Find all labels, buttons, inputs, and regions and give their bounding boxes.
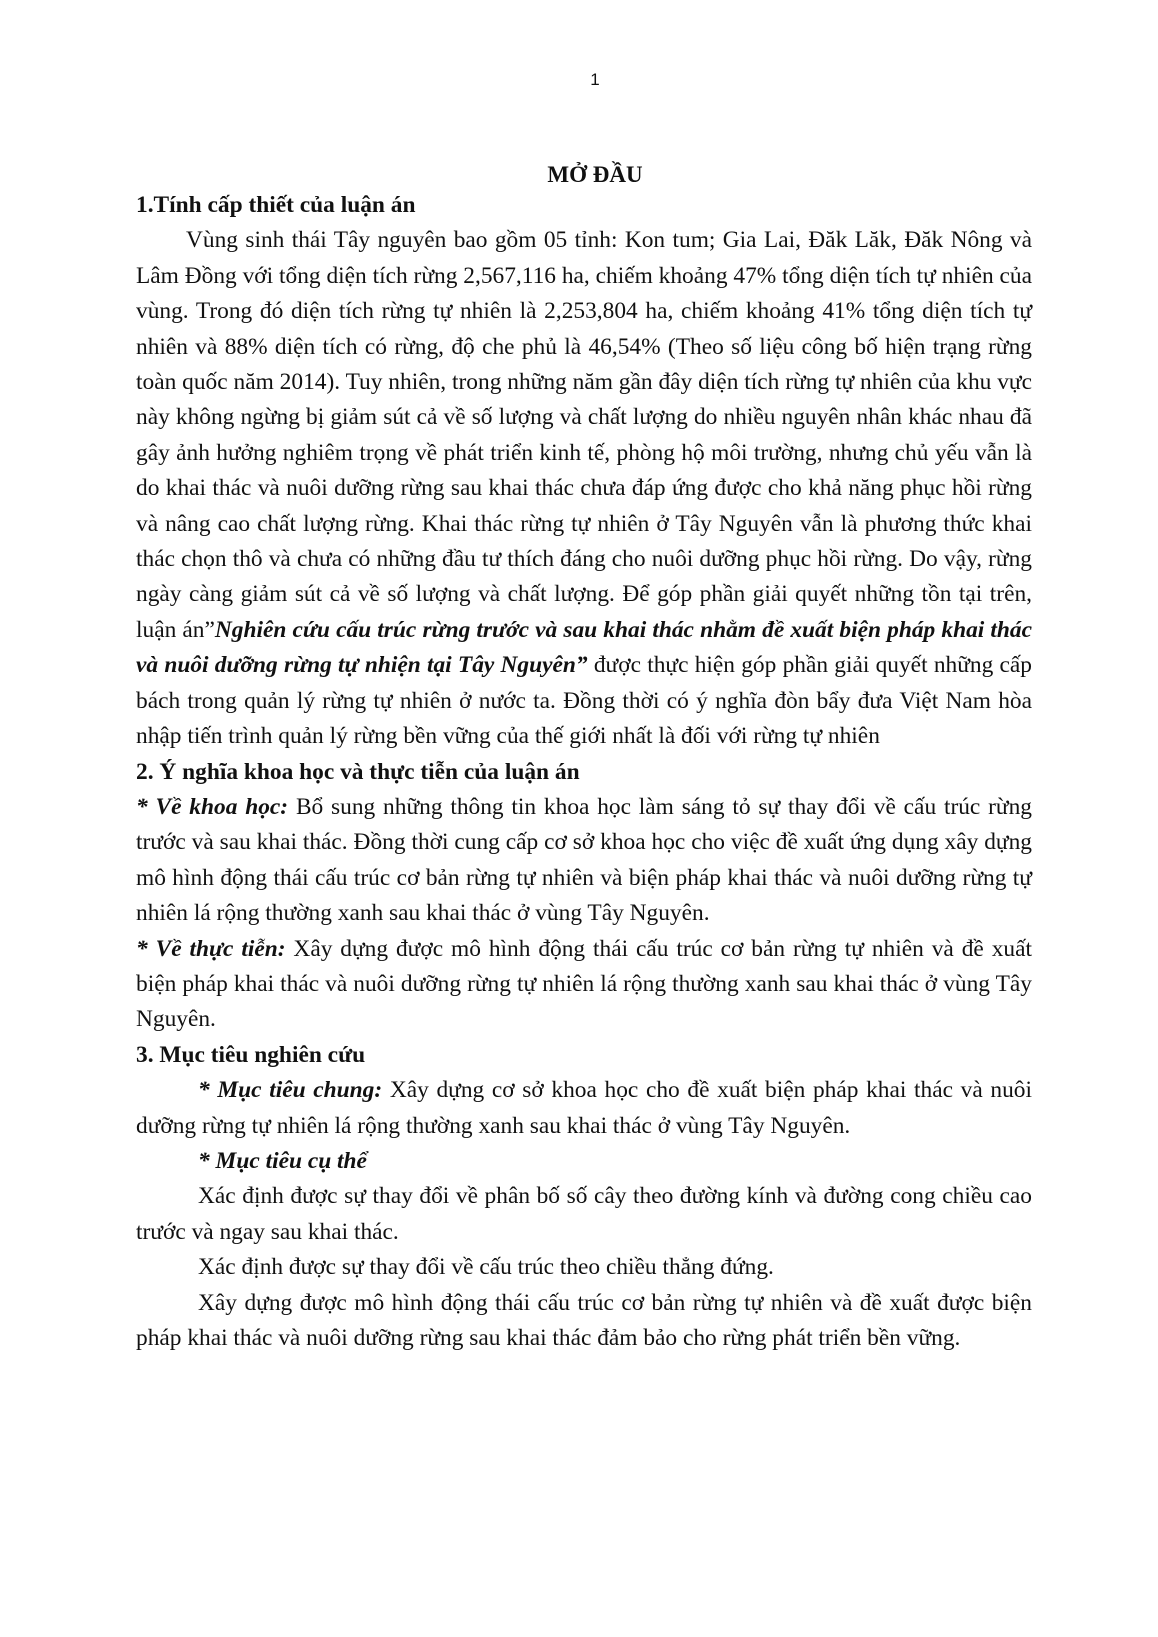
general-objective-text: Xây dựng cơ sở khoa học cho đề xuất biện pháp khai thác và nuôi dưỡng rừng tự nhiên lá rộng thường xanh sau khai thác ở vùng Tây Nguyên. — [136, 1077, 1032, 1139]
practice-label: * Về thực tiễn: — [136, 935, 286, 962]
section-1-paragraph — [136, 223, 1032, 754]
practice-text: Xây dựng được mô hình động thái cấu trúc cơ bản rừng tự nhiên và đề xuất biện pháp khai thác và nuôi dưỡng rừng tự nhiên lá rộng thường xanh sau khai thác ở vùng Tây Nguyên. — [136, 935, 1032, 1033]
page-title: MỞ ĐẦU — [547, 162, 643, 187]
document-body — [136, 188, 1032, 1356]
section-1-text-a: Vùng sinh thái Tây nguyên bao gồm 05 tỉnh: Kon tum; Gia Lai, Đăk Lăk, Đăk Nông và Lâm Đồng với tổng diện tích rừng 2,567,116 ha, chiếm khoảng 47% tổng diện tích tự nhiên của vùng. Trong đó diện tích rừng tự nhiên là 2,253,804 ha, chiếm khoảng 41% tổng diện tích tự nhiên và 88% diện tích có rừng, độ che phủ là 46,54% (Theo số liệu công bố hiện trạng rừng toàn quốc năm 2014). Tuy nhiên, trong những năm gần đây diện tích rừng tự nhiên của khu vực này không ngừng bị giảm sút cả về số lượng và chất lượng do nhiều nguyên nhân khác nhau đã gây ảnh hưởng nghiêm trọng về phát triển kinh tế, phòng hộ môi trường, nhưng chủ yếu vẫn là do khai thác và nuôi dưỡng rừng sau khai thác chưa đáp ứng được cho khả năng phục hồi rừng và nâng cao chất lượng rừng. Khai thác rừng tự nhiên ở Tây Nguyên vẫn là phương thức khai thác chọn thô và chưa có những đầu tư thích đáng cho nuôi dưỡng phục hồi rừng. Do vậy, rừng ngày càng giảm sút cả về số lượng và chất lượng. Để góp phần giải quyết những tồn tại trên, luận án” — [136, 227, 1032, 643]
section-1-text-b: được thực hiện góp phần giải quyết những cấp bách trong quản lý rừng tự nhiên ở nước ta. Đồng thời có ý nghĩa đòn bẩy đưa Việt Nam hòa nhập tiến trình quản lý rừng bền vững của thế giới nhất là đối với rừng tự nhiên — [136, 652, 1032, 750]
page-number: 1 — [590, 70, 600, 89]
thesis-title: Nghiên cứu cấu trúc rừng trước và sau khai thác nhằm đề xuất biện pháp khai thác và nuôi dưỡng rừng tự nhiện tại Tây Nguyên” — [136, 616, 1033, 679]
general-objective-label: * Mục tiêu chung: — [198, 1077, 383, 1104]
general-objective-paragraph — [136, 1073, 1032, 1144]
specific-objective-item: Xác định được sự thay đổi về cấu trúc theo chiều thẳng đứng. — [198, 1254, 774, 1281]
section-heading-3: 3. Mục tiêu nghiên cứu — [136, 1041, 366, 1068]
practice-paragraph — [136, 932, 1032, 1038]
section-heading-2: 2. Ý nghĩa khoa học và thực tiễn của luận án — [136, 758, 580, 785]
section-heading-1: 1.Tính cấp thiết của luận án — [136, 192, 416, 218]
specific-objective-item: Xây dựng được mô hình động thái cấu trúc cơ bản rừng tự nhiên và đề xuất được biện pháp khai thác và nuôi dưỡng rừng sau khai thác đảm bảo cho rừng phát triển bền vững. — [136, 1289, 1032, 1351]
science-label: * Về khoa học: — [136, 793, 289, 820]
science-paragraph — [136, 790, 1032, 932]
specific-objective-item: Xác định được sự thay đổi về phân bố số cây theo đường kính và đường cong chiều cao trước và ngay sau khai thác. — [136, 1183, 1032, 1245]
science-text: Bổ sung những thông tin khoa học làm sáng tỏ sự thay đổi về cấu trúc rừng trước và sau khai thác. Đồng thời cung cấp cơ sở khoa học cho việc đề xuất ứng dụng xây dựng mô hình động thái cấu trúc cơ bản rừng tự nhiên và biện pháp khai thác và nuôi dưỡng rừng tự nhiên lá rộng thường xanh sau khai thác ở vùng Tây Nguyên. — [136, 793, 1032, 927]
specific-objective-label: * Mục tiêu cụ thể — [198, 1147, 367, 1174]
